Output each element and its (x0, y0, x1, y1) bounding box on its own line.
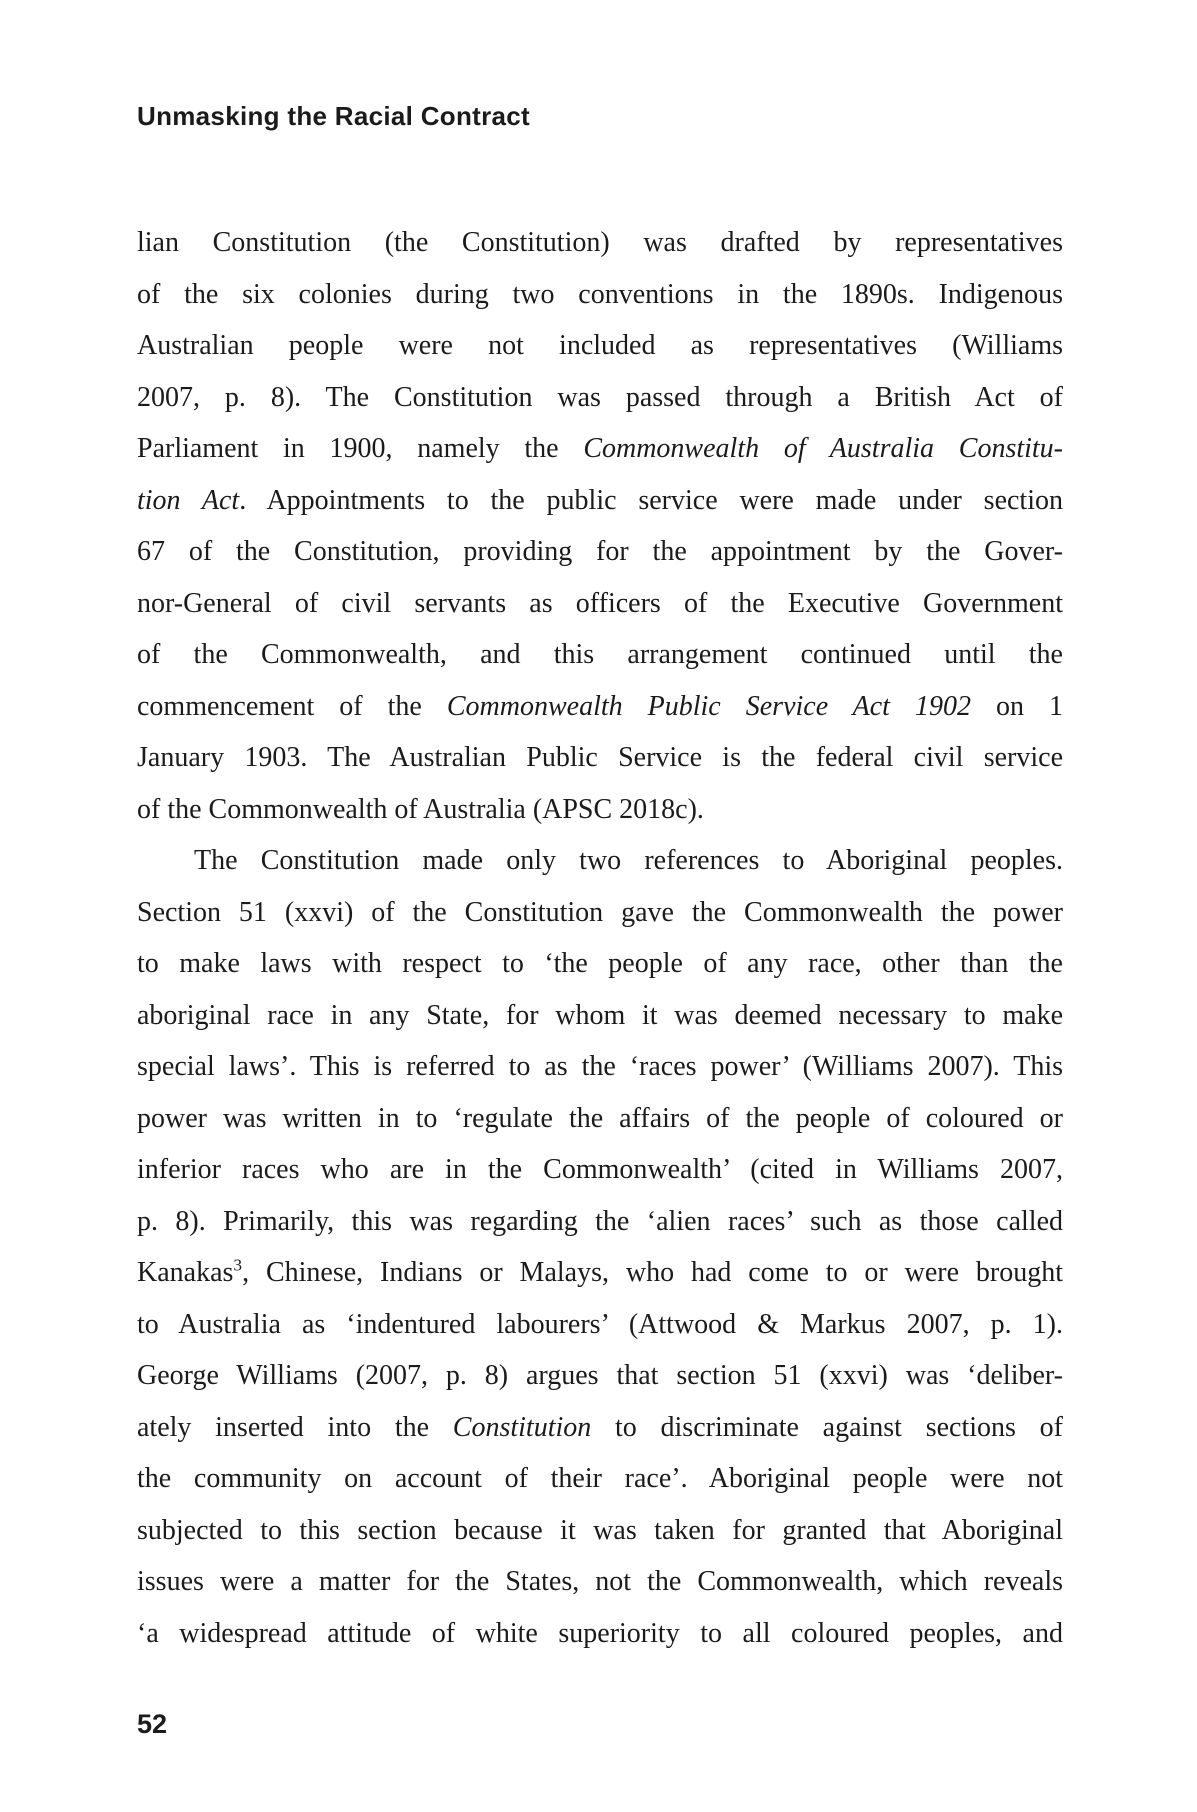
text-segment: the community on account of their race’. Aboriginal people were not (137, 1463, 1063, 1494)
text-segment: tion Act (137, 484, 240, 516)
text-segment: lian Constitution (the Constitution) was drafted by representatives (137, 227, 1063, 258)
text-segment: commencement of the (137, 690, 447, 722)
text-segment: George Williams (2007, p. 8) argues that section 51 (xxvi) was ‘deliber- (137, 1360, 1063, 1391)
text-segment: to make laws with respect to ‘the people of any race, other than the (137, 948, 1063, 979)
text-segment: Australian people were not included as representatives (Williams (137, 330, 1063, 361)
text-segment: The Constitution made only two references to Aboriginal peoples. (194, 845, 1063, 876)
text-line (137, 887, 1063, 939)
text-segment: Kanakas (137, 1257, 234, 1288)
text-segment: . Appointments to the public service were made under section (239, 484, 1063, 516)
text-segment: power was written in to ‘regulate the affairs of the people of coloured or (137, 1102, 1063, 1134)
text-line (137, 784, 1063, 836)
text-segment: Parliament in 1900, namely the (137, 433, 584, 464)
body-text (137, 217, 1063, 1659)
running-header: Unmasking the Racial Contract (137, 101, 531, 131)
page-number: 52 (137, 1709, 168, 1739)
text-segment: Commonwealth of Australia Constitu- (583, 433, 1063, 464)
text-line (137, 526, 1063, 578)
text-segment: Constitution (452, 1411, 592, 1443)
text-segment: Section 51 (xxvi) of the Constitution gave the Commonwealth the power (137, 896, 1063, 928)
text-line (137, 1505, 1063, 1557)
text-line (137, 217, 1063, 269)
text-segment: aboriginal race in any State, for whom it was deemed necessary to make (137, 999, 1063, 1031)
text-line (137, 1093, 1063, 1145)
text-line (137, 938, 1063, 990)
text-line (137, 1350, 1063, 1402)
text-segment: p. 8). Primarily, this was regarding the ‘alien races’ such as those called (137, 1205, 1063, 1237)
text-line (137, 269, 1063, 321)
text-segment: issues were a matter for the States, not the Commonwealth, which reveals (137, 1566, 1063, 1597)
footnote-marker: 3 (233, 1255, 243, 1275)
text-line (137, 1196, 1063, 1248)
text-segment: , Chinese, Indians or Malays, who had come to or were brought (242, 1257, 1063, 1288)
text-segment: ately inserted into the (137, 1411, 453, 1443)
text-segment: of the Commonwealth of Australia (APSC 2018c). (137, 793, 704, 825)
text-segment: of the six colonies during two conventions in the 1890s. Indigenous (137, 278, 1063, 310)
text-line (137, 1402, 1063, 1454)
text-line (137, 475, 1063, 527)
text-line (137, 835, 1063, 887)
text-segment: January 1903. The Australian Public Service is the federal civil service (137, 742, 1063, 773)
text-line (137, 990, 1063, 1042)
text-line (137, 681, 1063, 733)
text-segment: of the Commonwealth, and this arrangement continued until the (137, 639, 1063, 670)
text-line (137, 1453, 1063, 1505)
text-segment: to discriminate against sections of (591, 1411, 1063, 1443)
text-segment: ‘a widespread attitude of white superiority to all coloured peoples, and (137, 1617, 1063, 1649)
text-line (137, 1041, 1063, 1093)
text-line (137, 320, 1063, 372)
text-line (137, 1608, 1063, 1660)
text-line (137, 1247, 1063, 1299)
text-segment: 67 of the Constitution, providing for the appointment by the Gover- (137, 536, 1063, 567)
text-line (137, 1299, 1063, 1351)
text-line (137, 423, 1063, 475)
text-line (137, 372, 1063, 424)
text-segment: subjected to this section because it was taken for granted that Aboriginal (137, 1514, 1063, 1546)
text-line (137, 629, 1063, 681)
text-line (137, 578, 1063, 630)
text-segment: nor-General of civil servants as officers of the Executive Government (137, 587, 1063, 619)
text-line (137, 1556, 1063, 1608)
text-segment: 2007, p. 8). The Constitution was passed through a British Act of (137, 381, 1063, 413)
text-segment: inferior races who are in the Commonwealth’ (cited in Williams 2007, (137, 1154, 1063, 1185)
text-segment: on 1 (970, 690, 1063, 722)
text-line (137, 1144, 1063, 1196)
text-segment: to Australia as ‘indentured labourers’ (Attwood & Markus 2007, p. 1). (137, 1308, 1063, 1340)
text-segment: Commonwealth Public Service Act 1902 (446, 690, 971, 722)
text-line (137, 732, 1063, 784)
text-segment: special laws’. This is referred to as the ‘races power’ (Williams 2007). This (137, 1051, 1063, 1082)
